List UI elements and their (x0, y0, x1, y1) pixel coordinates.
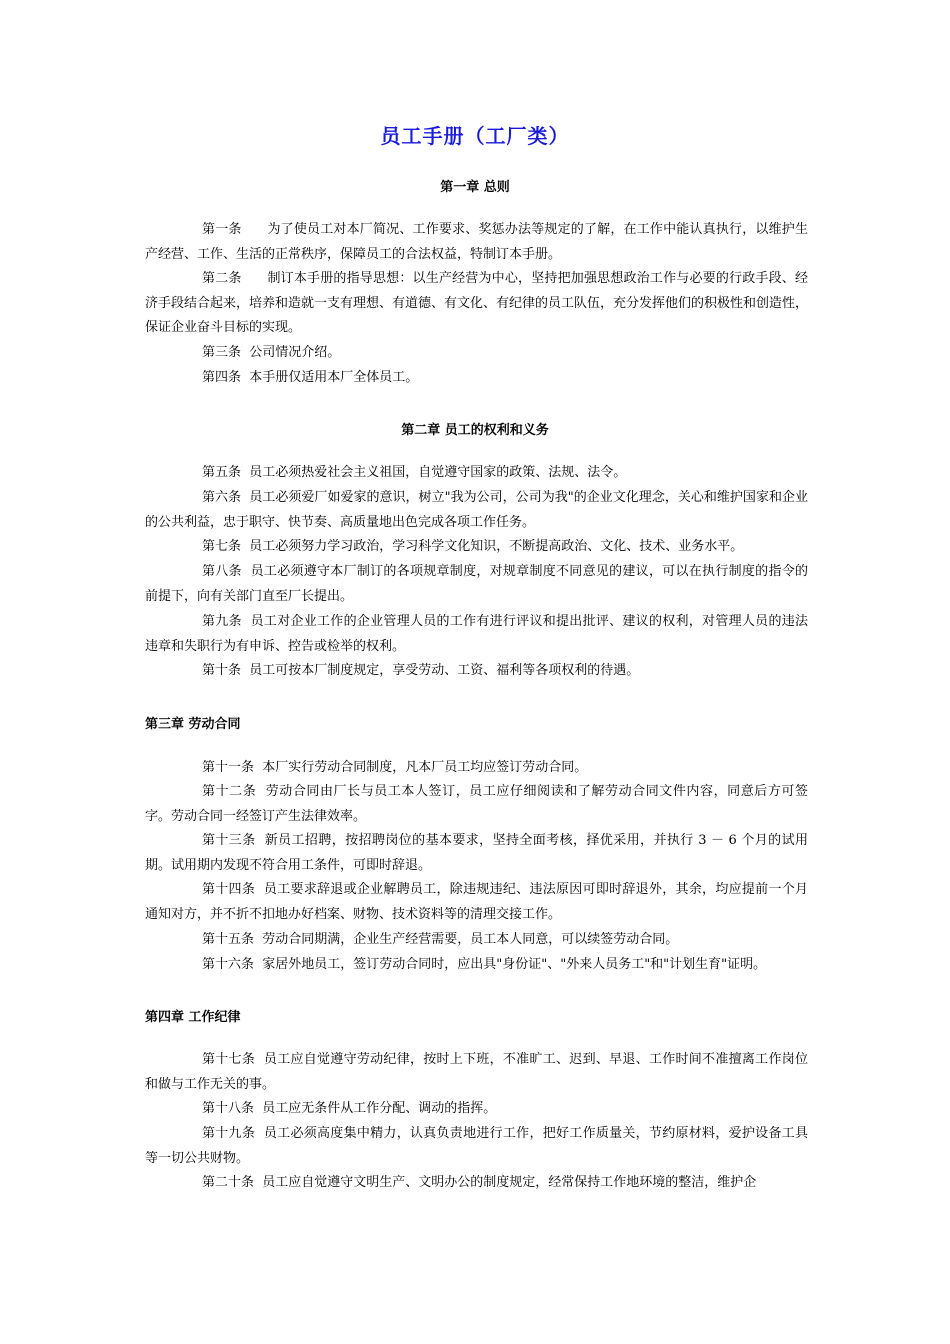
article-paragraph: 第七条 员工必须努力学习政治，学习科学文化知识，不断提高政治、文化、技术、业务水平。 (202, 539, 744, 554)
article-paragraph: 第一条 为了使员工对本厂简况、工作要求、奖惩办法等规定的了解，在工作中能认真执行，以维护生产经营、工作、生活的正常秩序，保障员工的合法权益，特制订本手册。 (145, 222, 808, 262)
chapter-heading: 第一章 总则 (440, 180, 510, 195)
article-paragraph: 第十一条 本厂实行劳动合同制度，凡本厂员工均应签订劳动合同。 (202, 760, 588, 775)
article-paragraph: 第十二条 劳动合同由厂长与员工本人签订，员工应仔细阅读和了解劳动合同文件内容，同意后方可签字。劳动合同一经签订产生法律效率。 (145, 784, 808, 824)
article-paragraph: 第六条 员工必须爱厂如爱家的意识，树立"我为公司，公司为我"的企业文化理念，关心和维护国家和企业的公共利益，忠于职守、快节奏、高质量地出色完成各项工作任务。 (145, 490, 808, 530)
article-paragraph: 第十八条 员工应无条件从工作分配、调动的指挥。 (202, 1101, 497, 1116)
article-paragraph: 第十七条 员工应自觉遵守劳动纪律，按时上下班，不准旷工、迟到、早退、工作时间不准擅离工作岗位和做与工作无关的事。 (145, 1052, 808, 1092)
document-title: 员工手册（工厂类） (380, 124, 570, 148)
article-paragraph: 第三条 公司情况介绍。 (202, 345, 341, 360)
article-paragraph: 第四条 本手册仅适用本厂全体员工。 (202, 370, 419, 385)
article-paragraph: 第二十条 员工应自觉遵守文明生产、文明办公的制度规定，经常保持工作地环境的整洁，维护企 (202, 1175, 757, 1190)
chapter-heading: 第二章 员工的权利和义务 (401, 423, 549, 438)
article-paragraph: 第五条 员工必须热爱社会主义祖国，自觉遵守国家的政策、法规、法令。 (202, 465, 627, 480)
article-paragraph: 第十三条 新员工招聘，按招聘岗位的基本要求，坚持全面考核，择优采用，并执行 3 － 6 个月的试用期。试用期内发现不符合用工条件，可即时辞退。 (145, 833, 808, 873)
article-paragraph: 第十九条 员工必须高度集中精力，认真负责地进行工作，把好工作质量关，节约原材料，爱护设备工具等一切公共财物。 (145, 1126, 808, 1166)
article-paragraph: 第九条 员工对企业工作的企业管理人员的工作有进行评议和提出批评、建议的权利，对管理人员的违法违章和失职行为有申诉、控告或检举的权利。 (145, 614, 808, 654)
article-paragraph: 第十六条 家居外地员工，签订劳动合同时，应出具"身份证"、"外来人员务工"和"计划生育"证明。 (202, 957, 767, 972)
article-paragraph: 第十五条 劳动合同期满，企业生产经营需要，员工本人同意，可以续签劳动合同。 (202, 932, 679, 947)
article-paragraph: 第十四条 员工要求辞退或企业解聘员工，除违规违纪、违法原因可即时辞退外，其余，均应提前一个月通知对方，并不折不扣地办好档案、财物、技术资料等的清理交接工作。 (145, 882, 808, 922)
chapter-heading: 第四章 工作纪律 (145, 1010, 241, 1025)
chapter-heading: 第三章 劳动合同 (145, 717, 241, 732)
article-paragraph: 第十条 员工可按本厂制度规定，享受劳动、工资、福利等各项权利的待遇。 (202, 663, 640, 678)
article-paragraph: 第八条 员工必须遵守本厂制订的各项规章制度，对规章制度不同意见的建议，可以在执行制度的指令的前提下，向有关部门直至厂长提出。 (145, 564, 808, 604)
article-paragraph: 第二条 制订本手册的指导思想：以生产经营为中心，坚持把加强思想政治工作与必要的行政手段、经济手段结合起来，培养和造就一支有理想、有道德、有文化、有纪律的员工队伍，充分发挥他们的积极性和创造性，保证企业奋斗目标的实现。 (145, 271, 809, 335)
